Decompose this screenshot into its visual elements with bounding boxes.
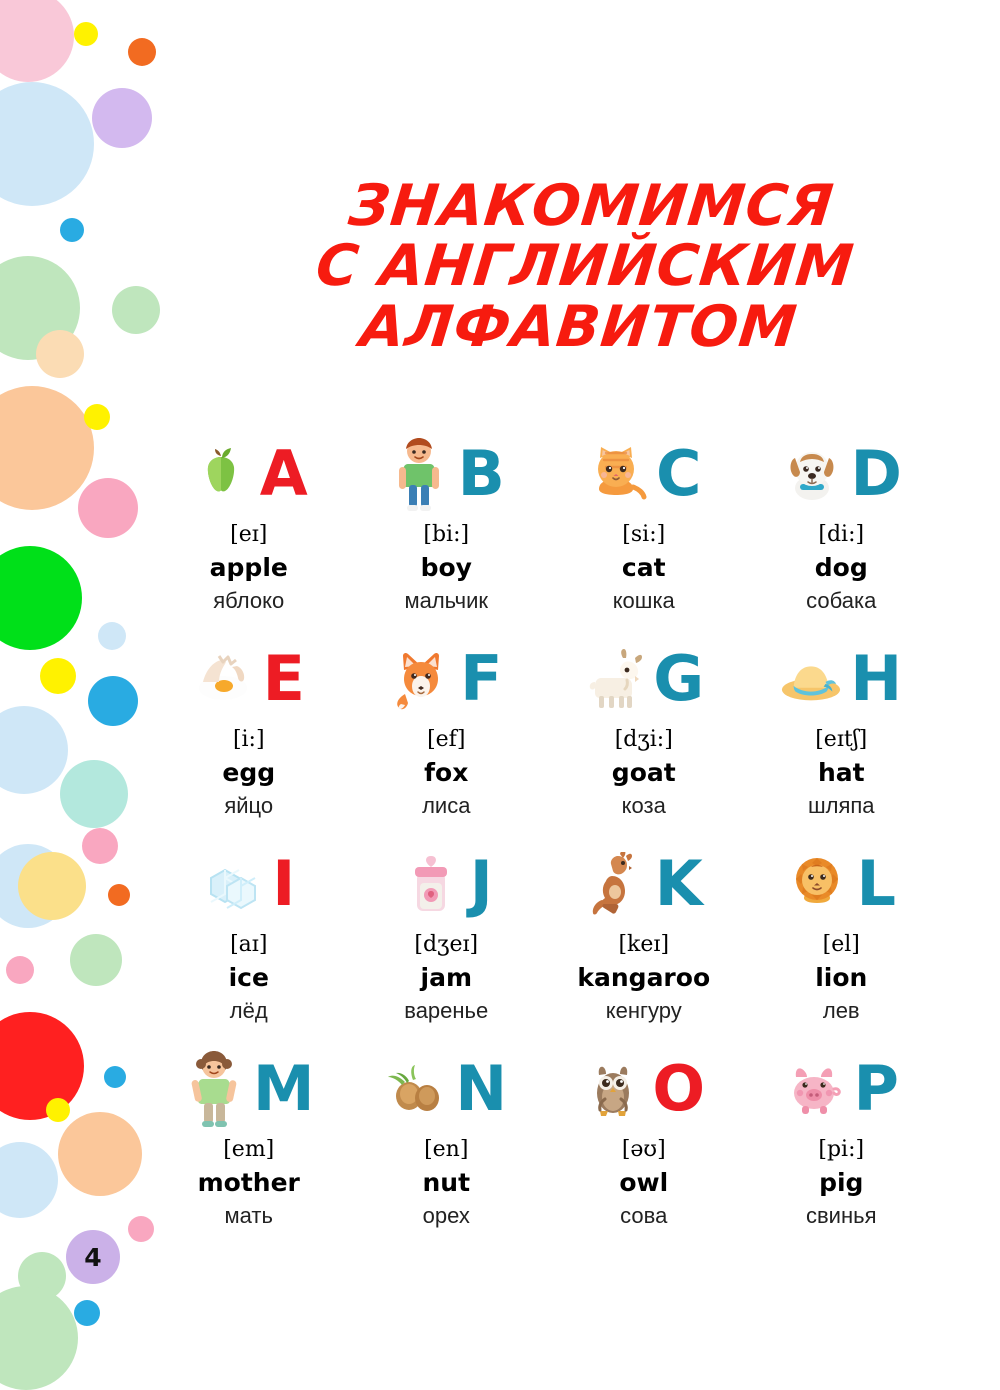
english-word: fox (424, 758, 469, 787)
alphabet-card-top (743, 635, 941, 723)
russian-word: собака (806, 588, 877, 613)
transcription: [pi:] (818, 1137, 865, 1162)
transcription: [i:] (232, 727, 265, 752)
english-word: apple (209, 553, 288, 582)
page-title-line-1: ЗНАКОМИМСЯ (345, 173, 837, 239)
alphabet-card-top (743, 1045, 941, 1133)
page-title (175, 173, 994, 360)
letter-glyph: C (655, 437, 702, 510)
alphabet-card-top (545, 840, 743, 928)
decorative-bubble (0, 546, 82, 650)
mother-icon (183, 1053, 245, 1125)
decorative-bubble (112, 286, 160, 334)
decorative-bubble (98, 622, 126, 650)
alphabet-card-top (150, 1045, 348, 1133)
owl-icon (582, 1053, 644, 1125)
alphabet-card-top (150, 635, 348, 723)
decorative-bubble (0, 386, 94, 510)
russian-word: мать (224, 1203, 273, 1228)
alphabet-card (348, 1045, 546, 1235)
alphabet-card (150, 840, 348, 1030)
russian-word: кенгуру (605, 998, 682, 1023)
russian-word: свинья (805, 1203, 877, 1228)
russian-word: мальчик (404, 588, 489, 613)
decorative-bubble (82, 828, 118, 864)
russian-word: яблоко (213, 588, 285, 613)
apple-icon (190, 438, 252, 510)
decorative-bubble (18, 852, 86, 920)
goat-icon (583, 643, 645, 715)
alphabet-card-top (545, 635, 743, 723)
russian-word: орех (422, 1203, 470, 1228)
letter-glyph: M (252, 1052, 315, 1125)
letter-glyph: K (654, 847, 703, 920)
alphabet-card (348, 840, 546, 1030)
decorative-bubble (92, 88, 152, 148)
english-word: dog (814, 553, 868, 582)
alphabet-card-top (348, 1045, 546, 1133)
russian-word: коза (621, 793, 666, 818)
english-word: hat (817, 758, 865, 787)
alphabet-card (545, 430, 743, 620)
decorative-bubble (128, 38, 156, 66)
alphabet-card (743, 1045, 941, 1235)
russian-word: лёд (229, 998, 268, 1023)
decorative-bubble (70, 934, 122, 986)
alphabet-card (150, 1045, 348, 1235)
alphabet-card (743, 430, 941, 620)
russian-word: варенье (404, 998, 489, 1023)
english-word: lion (815, 963, 868, 992)
letter-glyph: H (850, 642, 903, 715)
pig-icon (784, 1053, 846, 1125)
russian-word: шляпа (807, 793, 875, 818)
transcription: [əʊ] (621, 1137, 666, 1162)
russian-word: яйцо (224, 793, 274, 818)
lion-icon (786, 848, 848, 920)
transcription: [en] (424, 1137, 469, 1162)
transcription: [el] (822, 932, 860, 957)
english-word: pig (819, 1168, 864, 1197)
egg-icon (193, 643, 255, 715)
letter-glyph: D (850, 437, 902, 510)
dog-icon (781, 438, 843, 510)
english-word: jam (420, 963, 472, 992)
nut-icon (385, 1053, 447, 1125)
decorative-bubble (40, 658, 76, 694)
english-word: goat (611, 758, 676, 787)
english-word: owl (619, 1168, 669, 1197)
letter-glyph: P (853, 1052, 899, 1125)
decorative-bubble (0, 1142, 58, 1218)
english-word: ice (228, 963, 269, 992)
alphabet-card-top (743, 840, 941, 928)
decorative-bubble (58, 1112, 142, 1196)
transcription: [dʒeɪ] (414, 932, 479, 957)
decorative-bubble (60, 760, 128, 828)
alphabet-card (743, 635, 941, 825)
transcription: [bi:] (423, 522, 470, 547)
alphabet-card (150, 430, 348, 620)
decorative-bubble (0, 256, 80, 360)
transcription: [eɪtʃ] (815, 727, 868, 752)
transcription: [eɪ] (230, 522, 268, 547)
boy-icon (388, 438, 450, 510)
transcription: [si:] (622, 522, 666, 547)
letter-glyph: E (262, 642, 305, 715)
transcription: [dʒi:] (614, 727, 673, 752)
alphabet-card-top (348, 635, 546, 723)
decorative-bubble (0, 1286, 78, 1390)
decorative-bubble (46, 1098, 70, 1122)
english-word: egg (222, 758, 276, 787)
cat-icon (586, 438, 648, 510)
transcription: [keɪ] (618, 932, 670, 957)
english-word: mother (197, 1168, 300, 1197)
russian-word: кошка (612, 588, 675, 613)
decorative-bubble (104, 1066, 126, 1088)
decorative-bubble (0, 82, 94, 206)
kangaroo-icon (585, 848, 647, 920)
alphabet-card-top (348, 840, 546, 928)
decorative-bubble (0, 844, 70, 928)
alphabet-card-top (150, 840, 348, 928)
alphabet-card (743, 840, 941, 1030)
russian-word: сова (620, 1203, 668, 1228)
decorative-bubble (6, 956, 34, 984)
ice-icon (202, 848, 264, 920)
letter-glyph: O (652, 1052, 706, 1125)
letter-glyph: N (455, 1052, 508, 1125)
alphabet-card-top (348, 430, 546, 518)
letter-glyph: J (469, 847, 493, 920)
decorative-bubble (74, 1300, 100, 1326)
alphabet-card (150, 635, 348, 825)
letter-glyph: A (259, 437, 308, 510)
alphabet-card-top (545, 1045, 743, 1133)
decorative-bubble (0, 706, 68, 794)
transcription: [ef] (427, 727, 466, 752)
decorative-bubble (36, 330, 84, 378)
alphabet-card-top (150, 430, 348, 518)
alphabet-card (348, 635, 546, 825)
transcription: [em] (223, 1137, 275, 1162)
letter-glyph: B (457, 437, 505, 510)
alphabet-card (545, 1045, 743, 1235)
decorative-bubble (0, 1012, 84, 1120)
english-word: boy (420, 553, 472, 582)
decorative-bubble (78, 478, 138, 538)
decorative-bubble (84, 404, 110, 430)
russian-word: лиса (422, 793, 471, 818)
letter-glyph: I (272, 847, 296, 920)
decorative-bubble (60, 218, 84, 242)
alphabet-card (545, 635, 743, 825)
decorative-bubble (88, 676, 138, 726)
english-word: kangaroo (577, 963, 711, 992)
decorative-bubble (74, 22, 98, 46)
decorative-bubble (18, 1252, 66, 1300)
transcription: [aɪ] (230, 932, 268, 957)
russian-word: лев (822, 998, 860, 1023)
alphabet-card-top (743, 430, 941, 518)
page-number: 4 (66, 1230, 120, 1284)
letter-glyph: L (856, 847, 896, 920)
letter-glyph: F (460, 642, 503, 715)
fox-icon (390, 643, 452, 715)
alphabet-card-top (545, 430, 743, 518)
transcription: [di:] (818, 522, 865, 547)
english-word: nut (422, 1168, 471, 1197)
letter-glyph: G (653, 642, 705, 715)
page-title-line-3: АЛФАВИТОМ (357, 293, 801, 360)
alphabet-card (348, 430, 546, 620)
page-title-line-2: С АНГЛИЙСКИМ (312, 233, 858, 300)
hat-icon (780, 643, 842, 715)
english-word: cat (621, 553, 666, 582)
decorative-bubble (108, 884, 130, 906)
decorative-bubble (0, 0, 74, 82)
alphabet-card (545, 840, 743, 1030)
jam-icon (400, 848, 462, 920)
alphabet-grid (150, 430, 940, 1235)
